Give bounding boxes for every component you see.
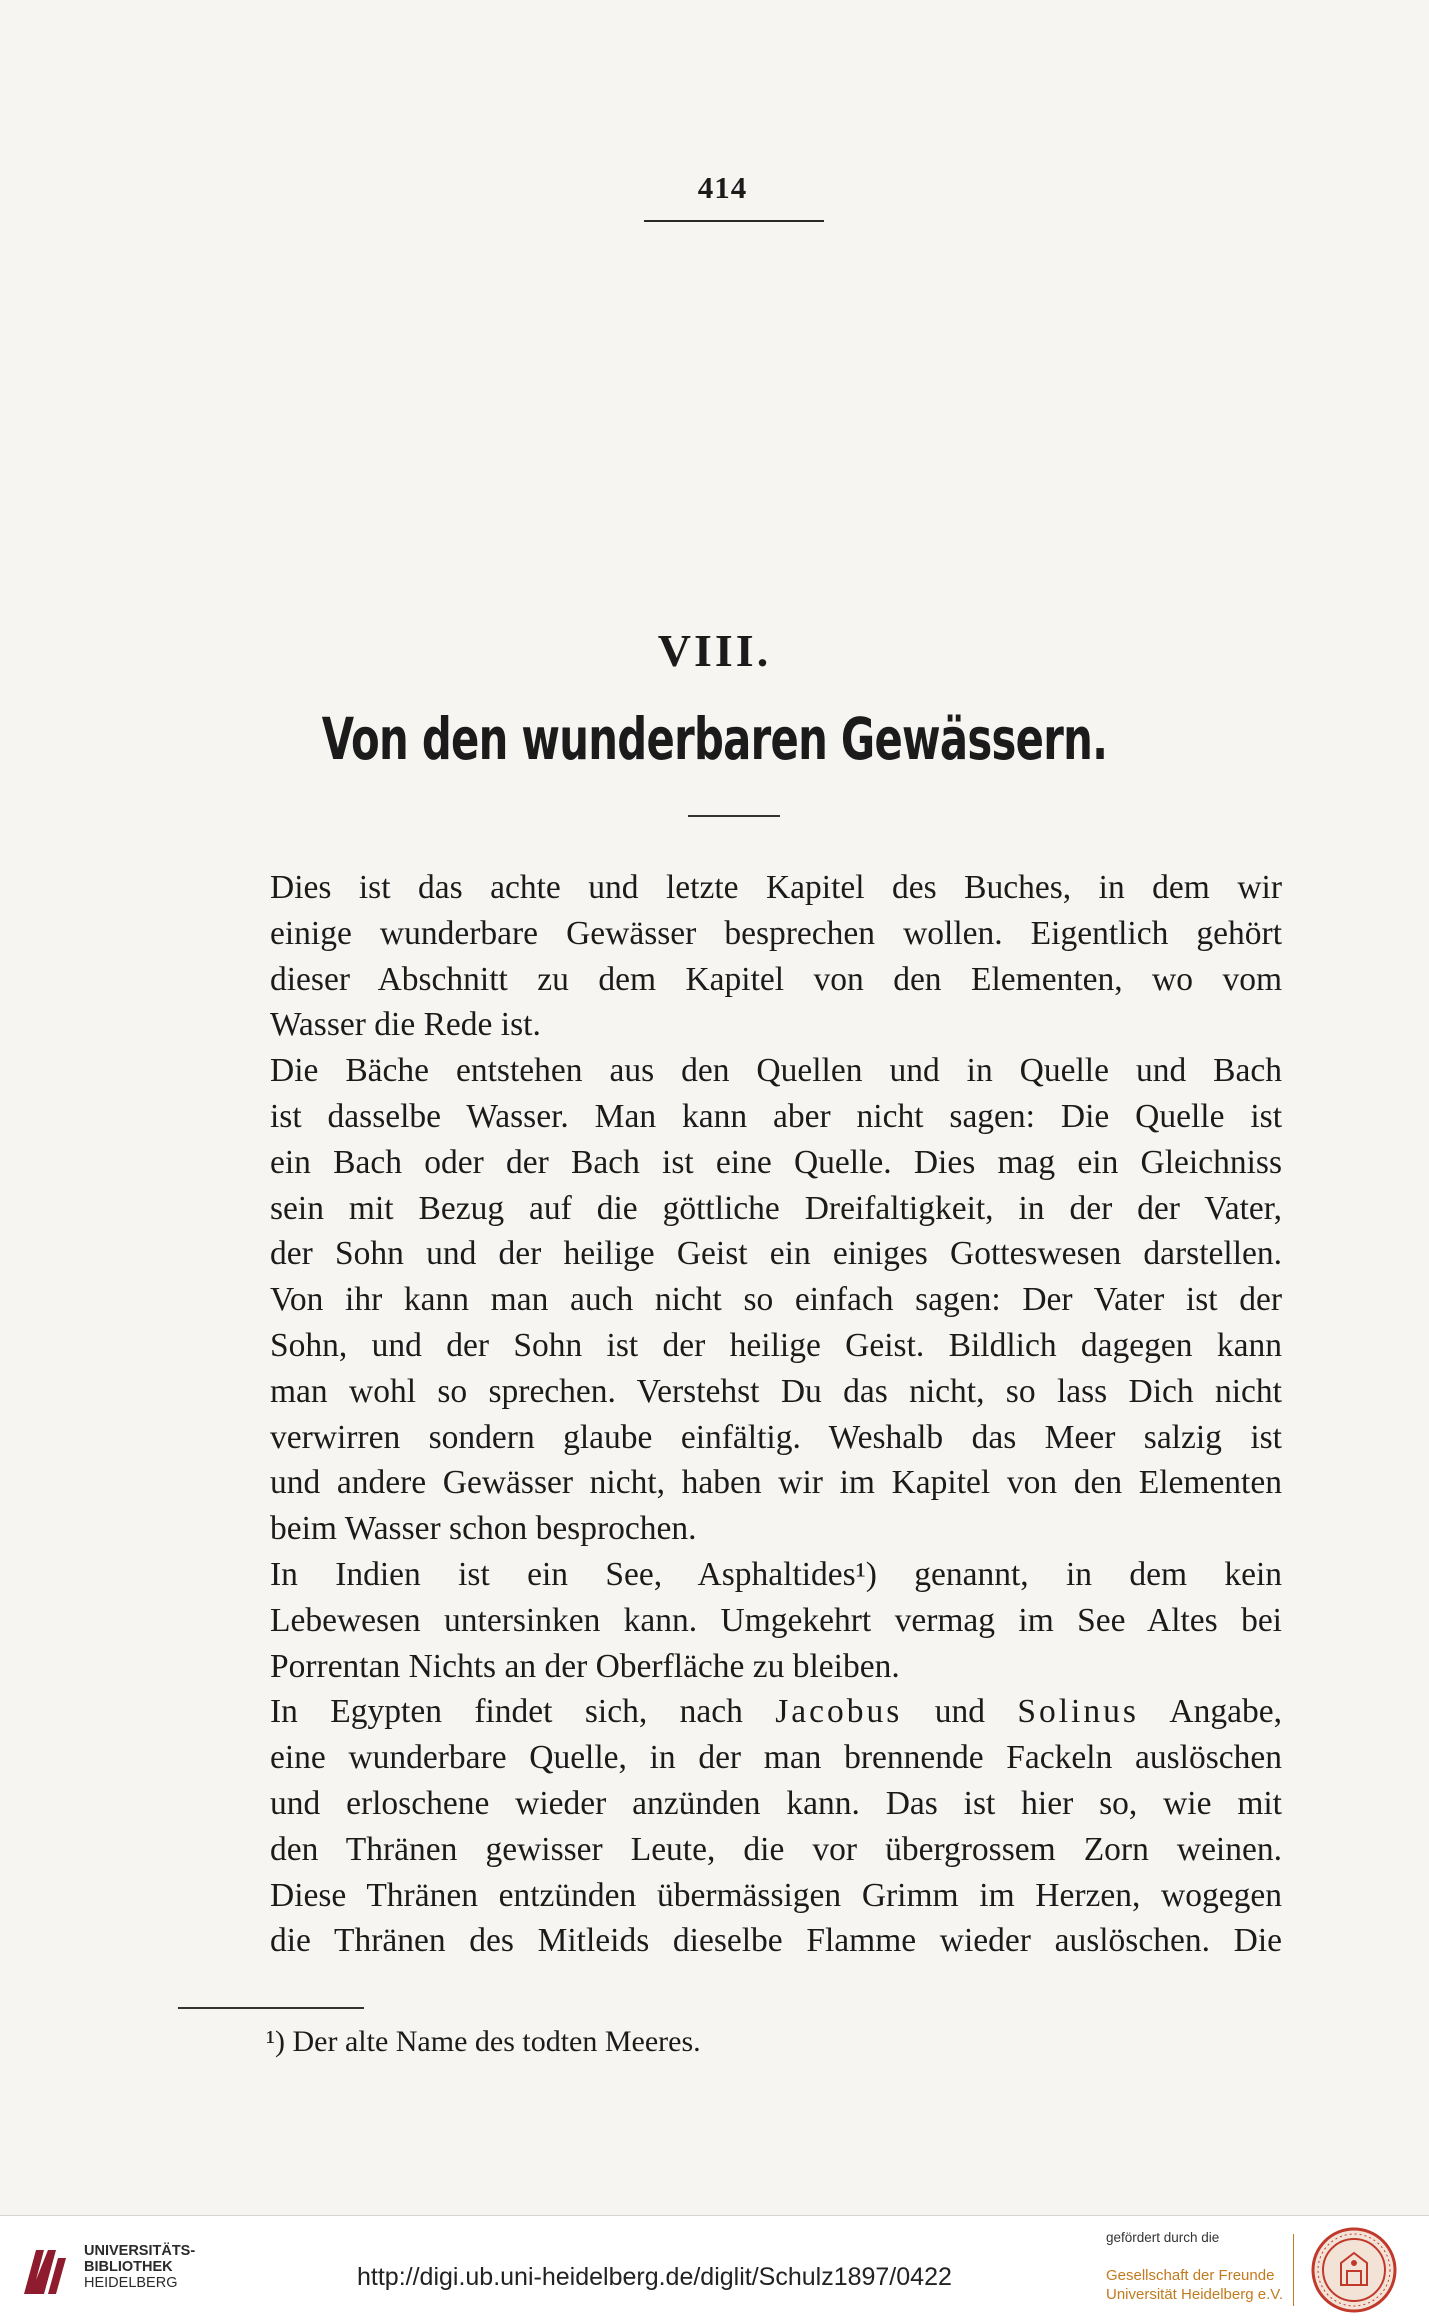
chapter-title: Von den wunderbaren Gewässern. (321, 705, 1108, 773)
sponsor-name (1106, 2266, 1283, 2304)
text-line: verwirren sondern glaube einfältig. Weshalb das Meer salzig ist (270, 1418, 1282, 1456)
library-name-line: UNIVERSITÄTS- (84, 2243, 196, 2259)
text-line: Dies ist das achte und letzte Kapitel des Buches, in dem wir (270, 869, 1282, 906)
paragraph-3 (178, 1552, 1282, 1689)
text-line (178, 1689, 1282, 1735)
paragraph-4 (178, 1689, 1282, 1964)
text-line: und andere Gewässer nicht, haben wir im Kapitel von den Elementen (270, 1464, 1282, 1502)
author-name-solinus: Solinus (1017, 1693, 1139, 1731)
chapter-number: VIII. (657, 625, 772, 676)
paragraph-2 (178, 1048, 1282, 1552)
sponsor-label: gefördert durch die (1106, 2230, 1220, 2245)
text-line: Die Bäche entstehen aus den Quellen und in Quelle und Bach (270, 1052, 1282, 1090)
title-rule (688, 815, 780, 817)
library-name-line: HEIDELBERG (84, 2275, 178, 2291)
text-line: In Indien ist ein See, Asphaltides¹) genannt, in dem kein (270, 1555, 1282, 1593)
text-line: sein mit Bezug auf die göttliche Dreifaltigkeit, in der der Vater, (270, 1189, 1282, 1227)
text-segment: Angabe, (1138, 1693, 1282, 1731)
library-logo-icon (14, 2240, 76, 2302)
text-line: Wasser die Rede ist. (270, 1006, 541, 1044)
page-number: 414 (697, 170, 748, 205)
footnote-rule (178, 2007, 364, 2009)
text-line: eine wunderbare Quelle, in der man brennende Fackeln auslöschen (270, 1739, 1282, 1777)
text-line: Sohn, und der Sohn ist der heilige Geist. Bildlich dagegen kann (270, 1326, 1282, 1364)
body-text (178, 865, 1282, 1964)
viewer-footer (0, 2215, 1429, 2320)
footnote-marker: ¹) (266, 2025, 285, 2058)
text-segment: und (902, 1693, 1018, 1731)
text-line: die Thränen des Mitleids dieselbe Flamme wieder auslöschen. Die (270, 1922, 1282, 1960)
library-name (84, 2243, 195, 2291)
university-seal-icon (1311, 2227, 1397, 2313)
author-name-jacobus: Jacobus (775, 1693, 903, 1731)
text-line: Lebewesen untersinken kann. Umgekehrt vermag im See Altes bei (270, 1601, 1282, 1639)
text-line: der Sohn und der heilige Geist ein einiges Gotteswesen darstellen. (270, 1235, 1282, 1273)
text-line: und erloschene wieder anzünden kann. Das ist hier so, wie mit (270, 1784, 1282, 1822)
paragraph-1 (178, 865, 1282, 1048)
text-line: einige wunderbare Gewässer besprechen wollen. Eigentlich gehört (270, 914, 1282, 952)
text-line: man wohl so sprechen. Verstehst Du das nicht, so lass Dich nicht (270, 1372, 1282, 1410)
text-segment: In Egypten findet sich, nach (270, 1693, 776, 1731)
text-line: Porrentan Nichts an der Oberfläche zu bleiben. (270, 1647, 900, 1685)
footnote-text: Der alte Name des todten Meeres. (292, 2025, 701, 2058)
sponsor-line: Universität Heidelberg e.V. (1106, 2286, 1284, 2303)
text-line: ist dasselbe Wasser. Man kann aber nicht sagen: Die Quelle ist (270, 1097, 1282, 1135)
text-line: Von ihr kann man auch nicht so einfach sagen: Der Vater ist der (270, 1281, 1282, 1319)
library-name-line: BIBLIOTHEK (84, 2259, 173, 2275)
footnote (266, 2022, 1166, 2062)
text-line: dieser Abschnitt zu dem Kapitel von den Elementen, wo vom (270, 960, 1282, 998)
text-line: beim Wasser schon besprochen. (270, 1510, 697, 1548)
text-line: den Thränen gewisser Leute, die vor übergrossem Zorn weinen. (270, 1830, 1282, 1868)
sponsor-line: Gesellschaft der Freunde (1106, 2267, 1275, 2284)
permalink-url[interactable]: http://digi.ub.uni-heidelberg.de/diglit/Schulz1897/0422 (357, 2263, 952, 2291)
text-line: Diese Thränen entzünden übermässigen Grimm im Herzen, wogegen (270, 1876, 1282, 1914)
page-number-rule (644, 220, 824, 222)
sponsor-divider (1293, 2234, 1294, 2306)
text-line: ein Bach oder der Bach ist eine Quelle. Dies mag ein Gleichniss (270, 1143, 1282, 1181)
